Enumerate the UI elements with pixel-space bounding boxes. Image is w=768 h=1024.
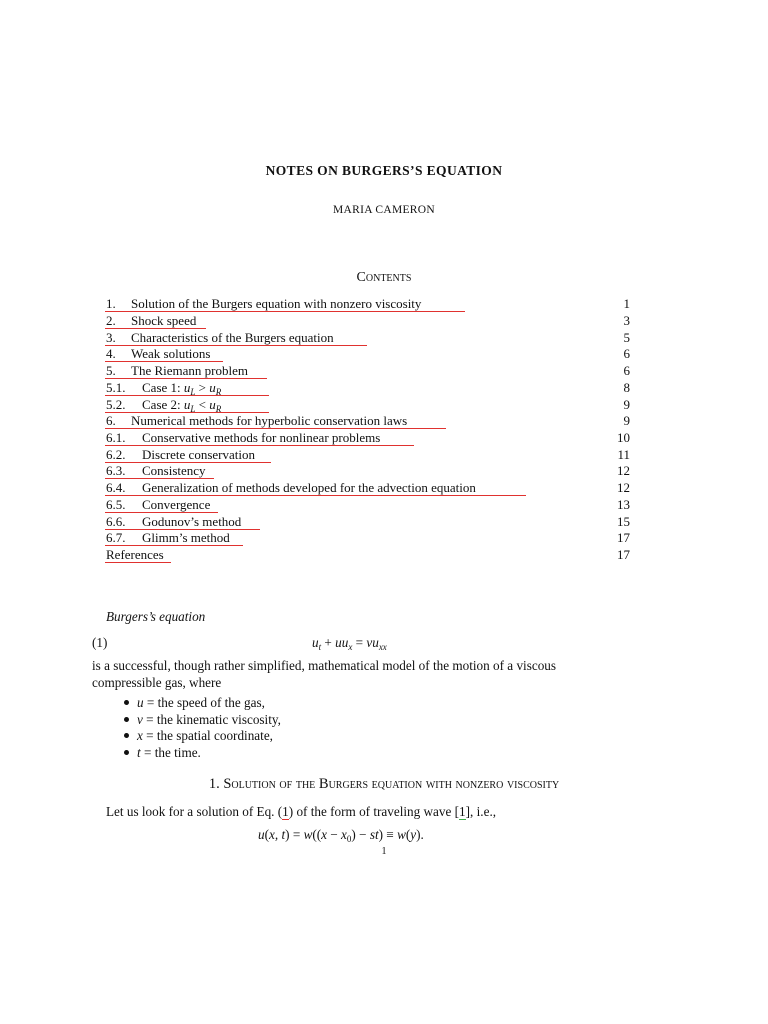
toc-entry-page: 6 [623, 363, 630, 378]
section-heading: 1. Solution of the Burgers equation with nonzero viscosity [208, 776, 560, 792]
link-underline [105, 562, 171, 563]
toc-entry-page: 12 [617, 480, 630, 495]
toc-entry[interactable] [106, 380, 630, 397]
page-number: 1 [381, 846, 387, 857]
toc-entry-page: 8 [623, 380, 630, 395]
bullet-icon [124, 750, 129, 755]
toc-entry-number: 6.6. [106, 514, 126, 529]
equation-number: (1) [92, 635, 108, 650]
toc-entry-number: 4. [106, 346, 116, 361]
link-underline [105, 478, 214, 479]
toc-entry-number: 6.1. [106, 430, 126, 445]
toc-entry-page: 11 [617, 447, 630, 462]
toc-entry-page: 3 [623, 313, 630, 328]
toc-entry-title: Conservative methods for nonlinear problems [142, 430, 381, 445]
toc-entry[interactable] [106, 346, 630, 363]
toc-entry-number: 6.7. [106, 530, 126, 545]
toc-entry-page: 10 [617, 430, 630, 445]
link-underline [105, 495, 526, 496]
toc-entry-page: 1 [623, 296, 630, 311]
toc-entry[interactable] [106, 497, 630, 514]
toc-entry-page: 9 [623, 413, 630, 428]
toc-entry[interactable] [106, 413, 630, 430]
paper-author: MARIA CAMERON [333, 204, 435, 216]
link-underline [105, 428, 446, 429]
link-underline [105, 395, 269, 396]
contents-heading: Contents [356, 270, 412, 285]
toc-entry[interactable] [106, 547, 630, 564]
toc-entry-number: 3. [106, 330, 116, 345]
toc-entry[interactable] [106, 447, 630, 464]
toc-entry-title: Numerical methods for hyperbolic conservation laws [131, 413, 408, 428]
toc-entry[interactable] [106, 430, 630, 447]
toc-entry-page: 13 [617, 497, 630, 512]
toc-entry-title: Consistency [142, 463, 206, 478]
toc-entry[interactable] [106, 480, 630, 497]
toc-entry-title: Glimm’s method [142, 530, 230, 545]
link-underline [105, 445, 414, 446]
toc-entry-title: References [106, 547, 164, 562]
link-underline [105, 311, 465, 312]
toc-entry-page: 9 [623, 397, 630, 412]
toc-entry-title: Shock speed [131, 313, 197, 328]
toc-entry[interactable] [106, 330, 630, 347]
equation-2: u(x, $t) = w((x - x_0) - st) \equiv w(y)$. [258, 827, 424, 844]
list-item: ν = the kinematic viscosity, [124, 712, 281, 728]
bullet-icon [124, 717, 129, 722]
toc-entry-title: Characteristics of the Burgers equation [131, 330, 334, 345]
toc-entry-title: Discrete conservation [142, 447, 255, 462]
intro-text-line: is a successful, though rather simplified, mathematical model of the motion of a viscous [92, 658, 557, 673]
list-item: x = the spatial coordinate, [124, 728, 273, 744]
link-underline [105, 328, 206, 329]
list-item: u = the speed of the gas, [124, 695, 265, 711]
toc-entry-page: 17 [617, 547, 630, 562]
link-underline [105, 512, 218, 513]
toc-entry-number: 6.5. [106, 497, 126, 512]
section-text: Let us look for a solution of Eq. (1) of the form of traveling wave [1], i.e., [106, 804, 497, 819]
toc-entry-title: Weak solutions [131, 346, 211, 361]
toc-entry-number: 6.2. [106, 447, 126, 462]
toc-entry-number: 6.4. [106, 480, 126, 495]
toc-entry[interactable] [106, 463, 630, 480]
paper-title: NOTES ON BURGERS’S EQUATION [265, 163, 503, 178]
equation-1: $u_t + uu_x = \nu u_{xx}$ [312, 635, 387, 652]
toc-entry-title: Case 2: $u_L < u_R$ [142, 397, 222, 414]
toc-entry-number: 6. [106, 413, 116, 428]
link-underline [105, 545, 243, 546]
intro-label: Burgers’s equation [106, 609, 206, 624]
toc-entry-title: Convergence [142, 497, 211, 512]
intro-text-line: compressible gas, where [92, 675, 222, 690]
toc-entry-number: 6.3. [106, 463, 126, 478]
toc-entry[interactable] [106, 363, 630, 380]
toc-entry-number: 5.2. [106, 397, 126, 412]
link-underline [105, 378, 267, 379]
toc-entry[interactable] [106, 313, 630, 330]
toc-entry-page: 17 [617, 530, 630, 545]
toc-entry-number: 5. [106, 363, 116, 378]
toc-entry-number: 5.1. [106, 380, 126, 395]
toc-entry[interactable] [106, 397, 630, 414]
toc-entry[interactable] [106, 296, 630, 313]
toc-entry-title: Solution of the Burgers equation with nonzero viscosity [131, 296, 422, 311]
toc-entry-page: 6 [623, 346, 630, 361]
toc-entry-number: 1. [106, 296, 116, 311]
toc-entry-page: 15 [617, 514, 630, 529]
toc-entry-title: Case 1: $u_L > u_R$ [142, 380, 222, 397]
toc-entry-title: Generalization of methods developed for the advection equation [142, 480, 476, 495]
toc-entry-page: 12 [617, 463, 630, 478]
toc-entry-title: Godunov’s method [142, 514, 242, 529]
citation-link[interactable]: 1 [459, 804, 466, 819]
toc-entry-number: 2. [106, 313, 116, 328]
toc-entry-page: 5 [623, 330, 630, 345]
equation-reference-link[interactable]: 1 [282, 804, 289, 819]
bullet-icon [124, 733, 129, 738]
link-underline [105, 361, 223, 362]
toc-entry-title: The Riemann problem [131, 363, 248, 378]
toc-entry[interactable] [106, 514, 630, 531]
list-item: t = the time. [124, 745, 201, 761]
bullet-icon [124, 700, 129, 705]
toc-entry[interactable] [106, 530, 630, 547]
